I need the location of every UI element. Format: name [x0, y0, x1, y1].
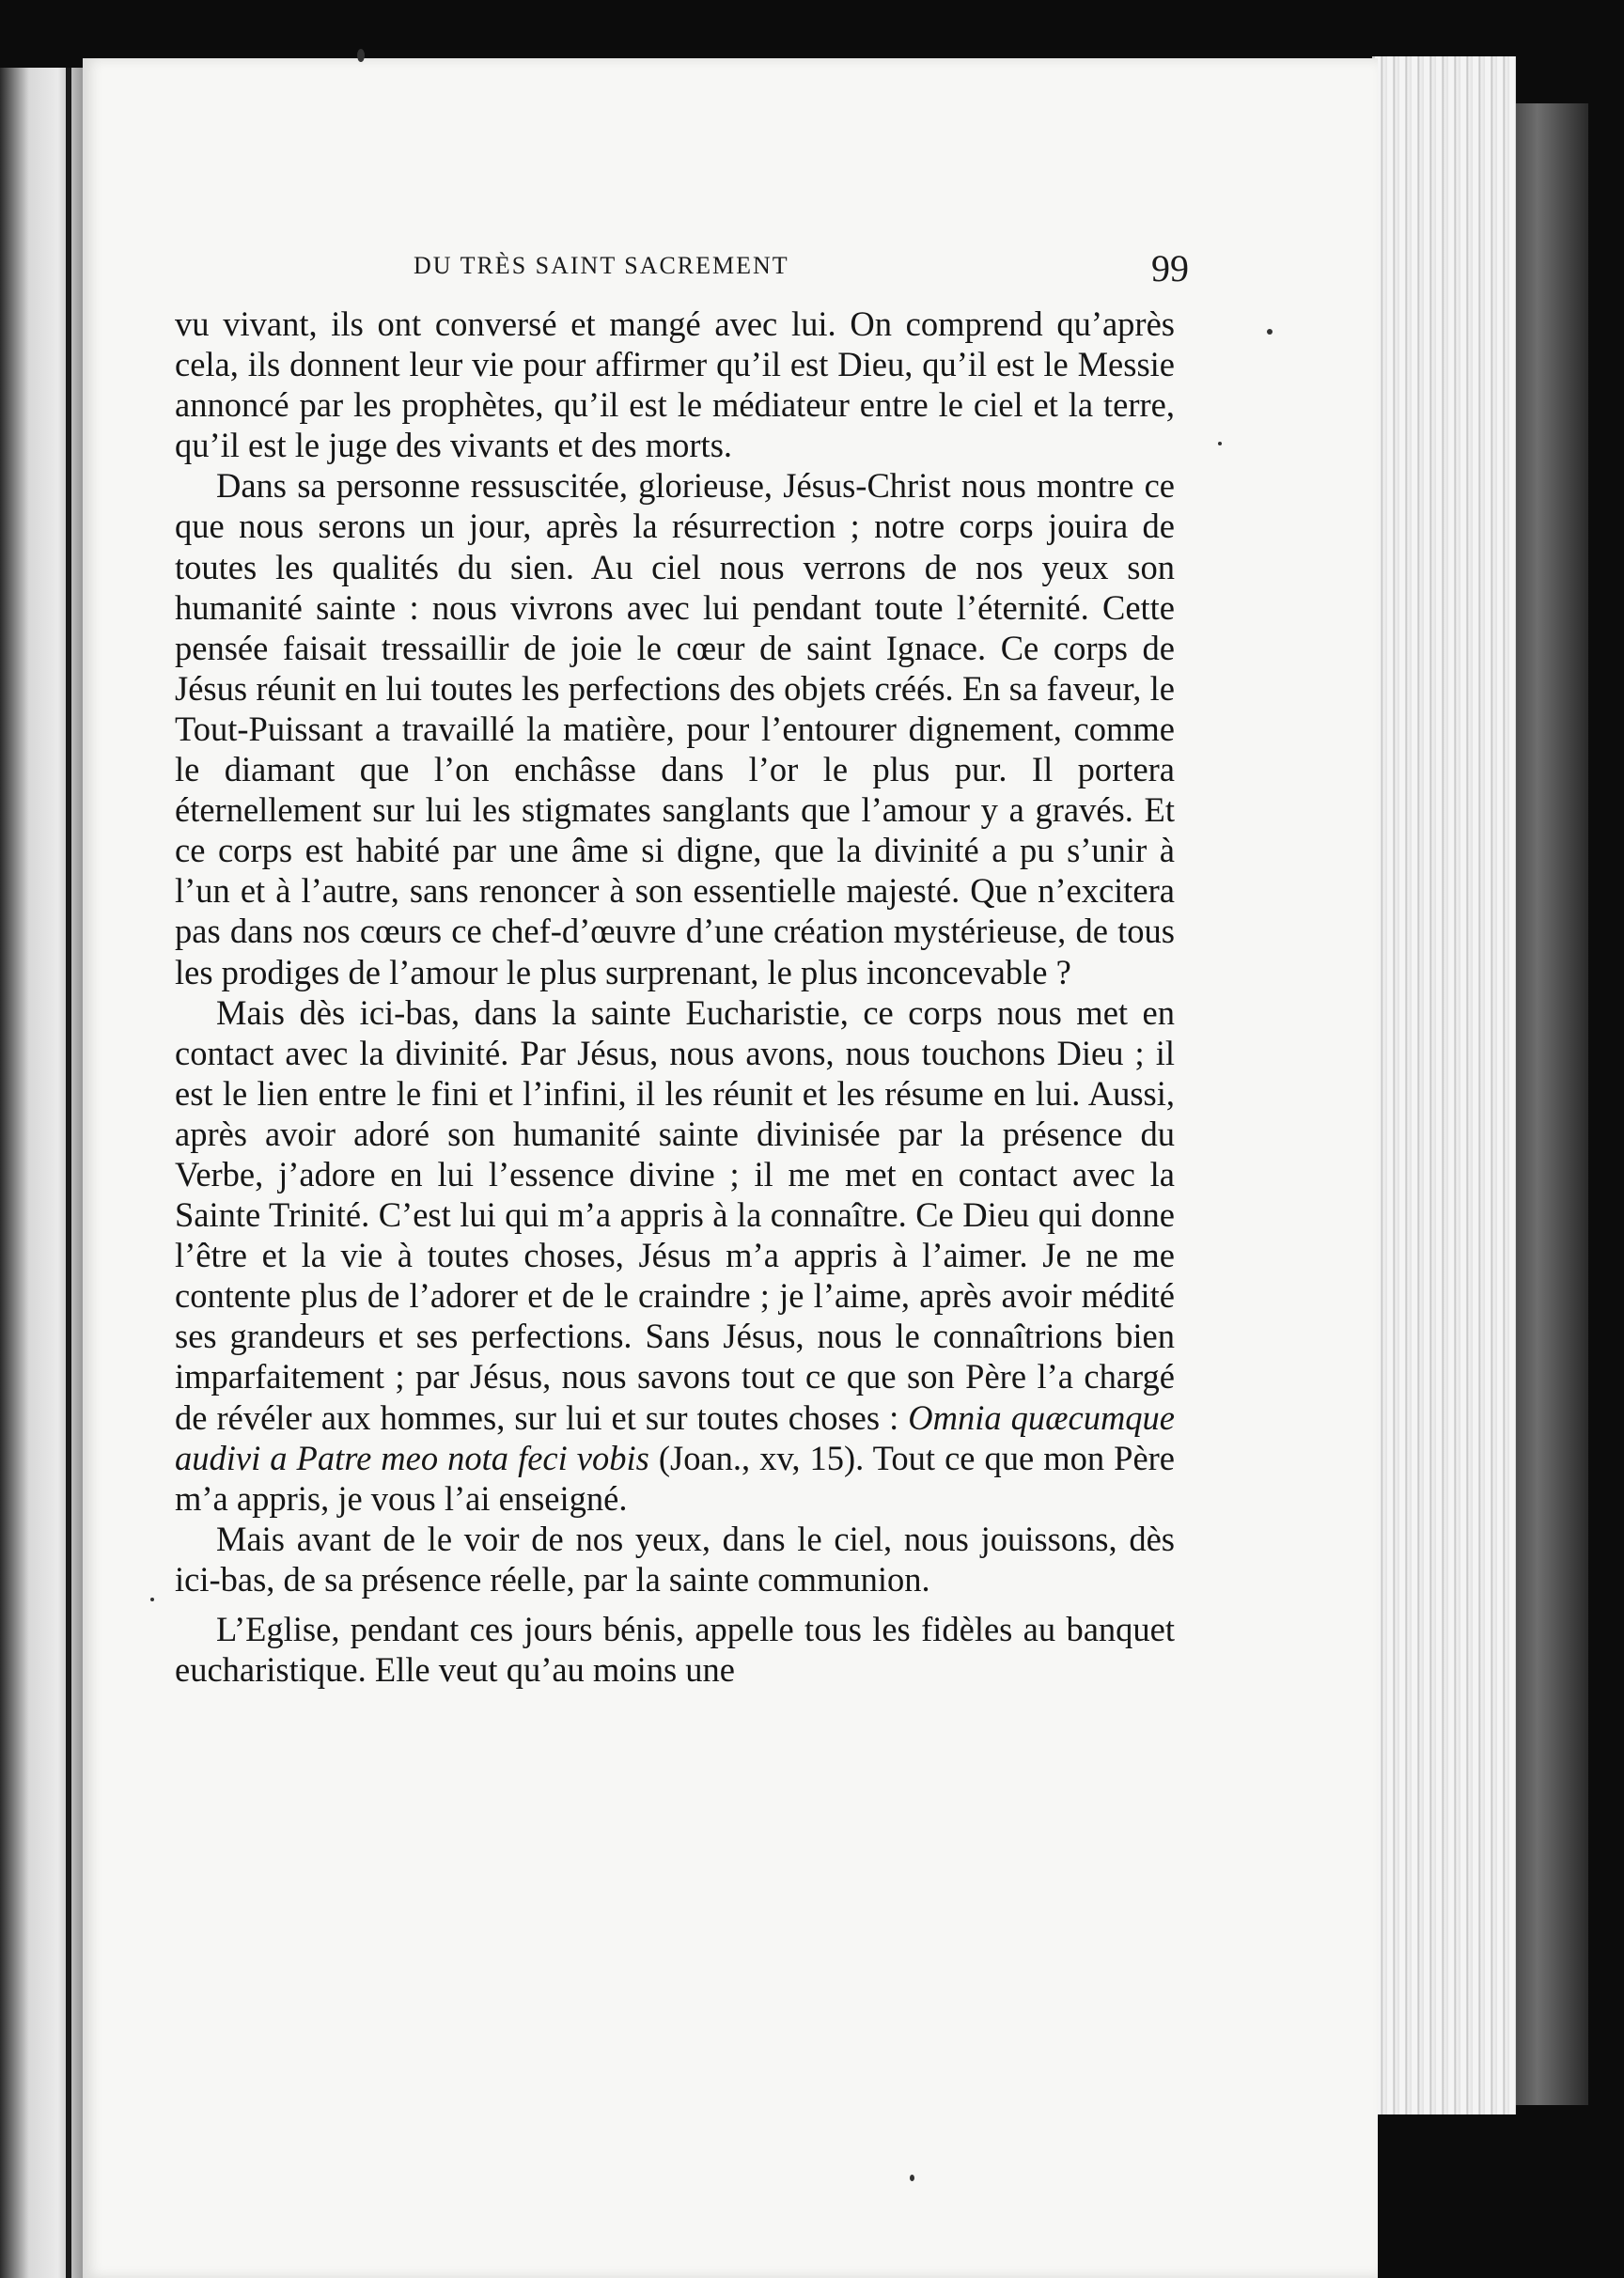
paragraph-3-text: Mais dès ici-bas, dans la sainte Eucharistie, ce corps nous met en contact avec la divinité. Par Jésus, nous avons, nous touchons Dieu ; il est le lien entre le fini et l’infini, il les réunit et les résume en lui. Aussi, après avoir adoré son humanité sainte divinisée par la présence du Verbe, j’adore en lui l’essence divine ; il me met en contact avec la Sainte Trinité. C’est lui qui m’a appris à la connaître. Ce Dieu qui donne l’être et la vie à toutes choses, Jésus m’a appris à l’aimer. Je ne me contente plus de l’adorer et de le craindre ; je l’aime, après avoir médité ses grandeurs et ses perfections. Sans Jésus, nous le connaîtrions bien imparfaitement ; par Jésus, nous savons tout ce que son Père l’a chargé de révéler aux hommes, sur lui et sur toutes choses :: [175, 992, 1175, 1437]
gutter-shadow: [66, 68, 71, 2278]
running-head: DU TRÈS SAINT SACREMENT: [414, 252, 789, 279]
paragraph-3: [175, 992, 1175, 1519]
page-body: [175, 304, 1175, 1690]
paragraph-5: L’Eglise, pendant ces jours bénis, appelle tous les fidèles au banquet eucharistique. Elle veut qu’au moins une: [175, 1610, 1175, 1690]
page-stack-edge: [1372, 56, 1516, 2114]
paragraph-2: Dans sa personne ressuscitée, glorieuse, Jésus-Christ nous montre ce que nous serons un jour, après la résurrection ; notre corps jouira de toutes les qualités du sien. Au ciel nous verrons de nos yeux son humanité sainte : nous vivrons avec lui pendant toute l’éternité. Cette pensée faisait tressaillir de joie le cœur de saint Ignace. Ce corps de Jésus réunit en lui toutes les perfections des objets créés. En sa faveur, le Tout-Puissant a travaillé la matière, pour l’entourer dignement, comme le diamant que l’on enchâsse dans l’or le plus pur. Il portera éternellement sur lui les stigmates sanglants que l’amour y a gravés. Et ce corps est habité par une âme si digne, que la divinité a pu s’unir à l’un et à l’autre, sans renoncer à son essentielle majesté. Que n’excitera pas dans nos cœurs ce chef-d’œuvre d’une création mystérieuse, de tous les prodiges de l’amour le plus surprenant, le plus inconcevable ?: [175, 466, 1175, 991]
paragraph-3-citation: (Joan., xv, 15). Tout ce que mon Père m’a appris, je vous l’ai enseigné.: [175, 1438, 1176, 1518]
paragraph-1: vu vivant, ils ont conversé et mangé avec lui. On comprend qu’après cela, ils donnent leur vie pour affirmer qu’il est Dieu, qu’il est le Messie annoncé par les prophètes, qu’il est le médiateur entre le ciel et la terre, qu’il est le juge des vivants et des morts.: [175, 304, 1175, 465]
book-cover-edge: [1504, 103, 1588, 2105]
latin-quotation: Omnia quæcumque audivi a Patre meo nota feci vobis: [175, 1397, 1176, 1477]
paragraph-4: Mais avant de le voir de nos yeux, dans le ciel, nous jouissons, dès ici-bas, de sa présence réelle, par la sainte communion.: [175, 1519, 1175, 1599]
page-number: 99: [1151, 247, 1189, 289]
